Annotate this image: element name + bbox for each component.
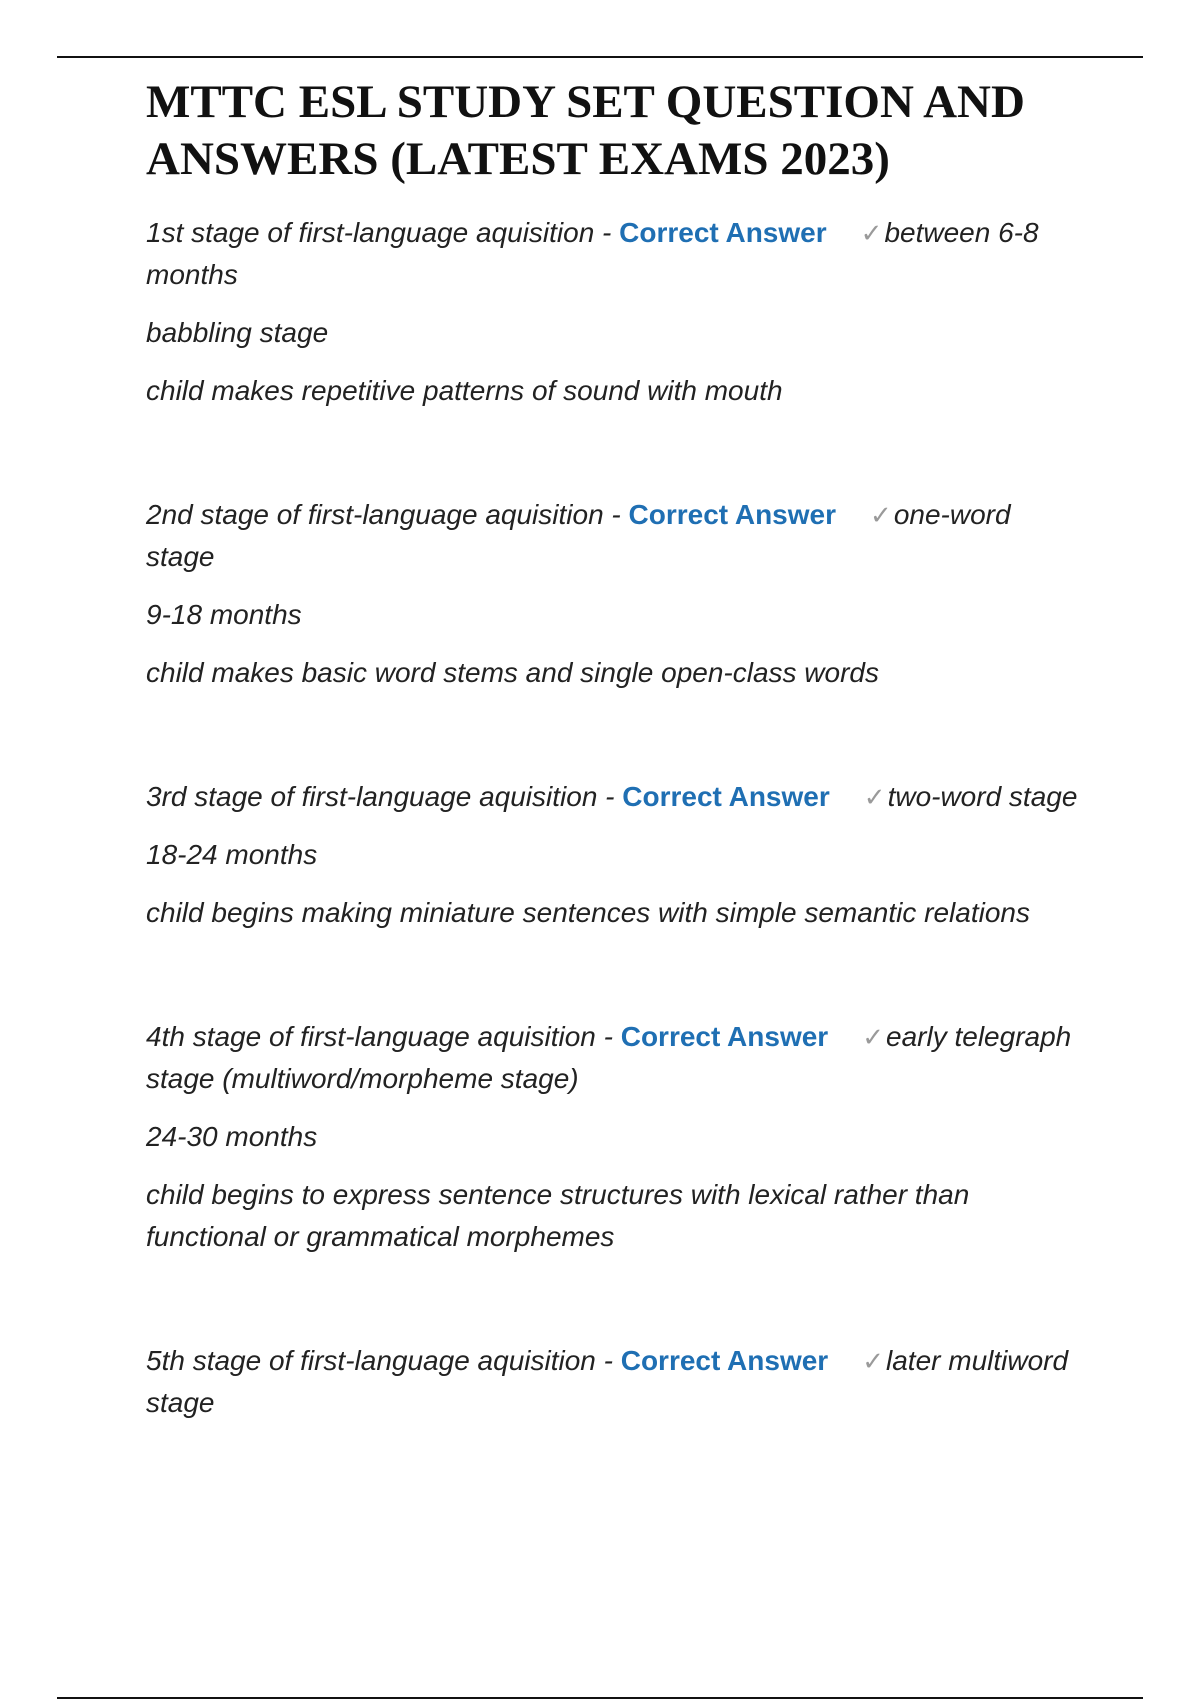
detail-line: babbling stage — [146, 317, 329, 348]
detail-line: child makes repetitive patterns of sound with mouth — [146, 375, 783, 406]
question-line — [146, 494, 1086, 578]
bottom-rule — [57, 1697, 1143, 1699]
qa-item — [146, 1340, 1086, 1424]
check-mark-icon: ✓ — [860, 218, 883, 248]
correct-answer-label: Correct Answer — [620, 1021, 829, 1052]
detail-line: 9-18 months — [146, 599, 302, 630]
question-text: 2nd stage of first-language aquisition - — [146, 499, 629, 530]
qa-item — [146, 494, 1086, 694]
question-text: 5th stage of first-language aquisition - — [146, 1345, 621, 1376]
correct-answer-label: Correct Answer — [619, 217, 827, 248]
correct-answer-label: Correct Answer — [622, 781, 830, 812]
answer-text: two-word stage — [887, 781, 1078, 812]
detail-line: 18-24 months — [146, 839, 318, 870]
question-line — [146, 212, 1086, 296]
qa-item — [146, 212, 1086, 412]
question-text: 1st stage of first-language aquisition - — [146, 217, 620, 248]
document-body — [146, 74, 1086, 1440]
check-mark-icon: ✓ — [862, 1346, 885, 1376]
question-text: 4th stage of first-language aquisition - — [146, 1021, 621, 1052]
qa-item — [146, 1016, 1086, 1258]
check-mark-icon: ✓ — [870, 500, 892, 530]
question-line — [146, 1340, 1086, 1424]
top-rule — [57, 56, 1143, 58]
question-line — [146, 776, 1086, 818]
correct-answer-label: Correct Answer — [620, 1345, 829, 1376]
answer-text: one-word stage — [146, 499, 1011, 572]
detail-line: child begins making miniature sentences with simple semantic relations — [146, 897, 1030, 928]
document-title: MTTC ESL STUDY SET QUESTION AND ANSWERS (LATEST EXAMS 2023) — [146, 76, 1025, 185]
answer-text: between 6-8 months — [146, 217, 1039, 290]
answer-text: later multiword stage — [146, 1345, 1069, 1418]
correct-answer-label: Correct Answer — [628, 499, 837, 530]
check-mark-icon: ✓ — [863, 782, 886, 812]
answer-text: early telegraph stage (multiword/morpheme stage) — [146, 1021, 1072, 1094]
question-text: 3rd stage of first-language aquisition - — [146, 781, 623, 812]
qa-item — [146, 776, 1086, 934]
detail-line: child begins to express sentence structures with lexical rather than functional or grammatical morphemes — [146, 1179, 970, 1252]
detail-line: 24-30 months — [146, 1121, 318, 1152]
detail-line: child makes basic word stems and single open-class words — [146, 657, 879, 688]
question-line — [146, 1016, 1086, 1100]
check-mark-icon: ✓ — [862, 1022, 885, 1052]
